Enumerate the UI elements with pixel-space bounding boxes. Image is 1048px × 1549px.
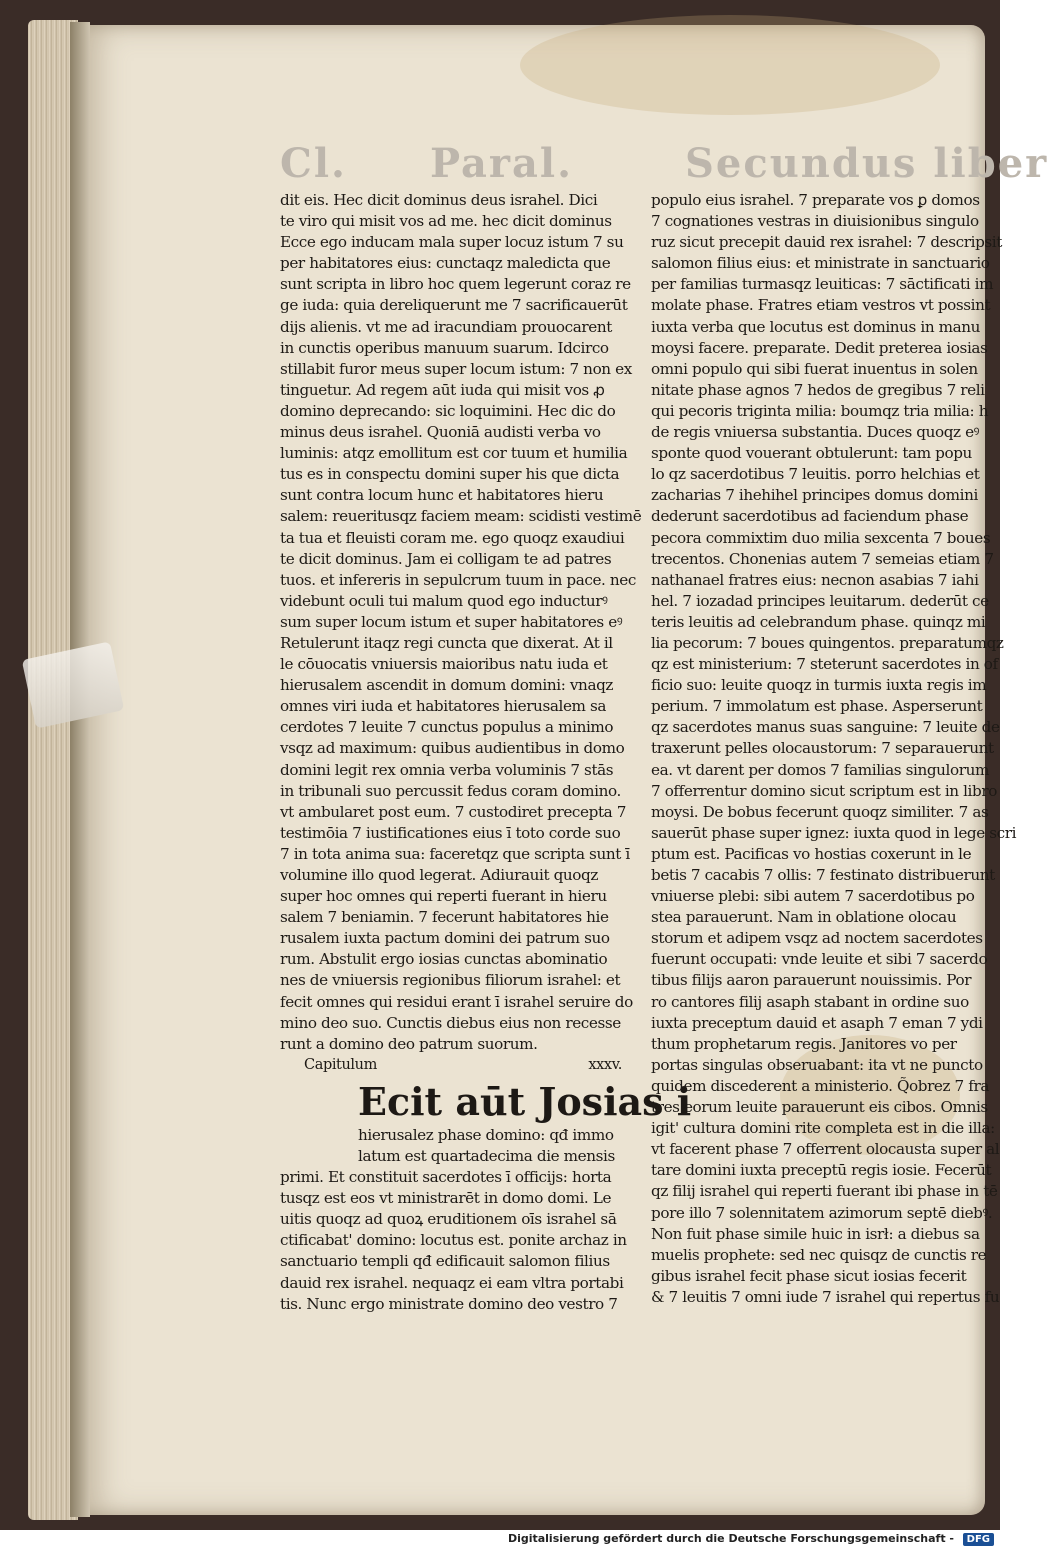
text-line: gibus israhel fecit phase sicut iosias fecerit	[651, 1266, 967, 1285]
text-line: moysi. De bobus fecerunt quoqz similiter. 7 as	[651, 802, 989, 821]
text-line: tuos. et infereris in sepulcrum tuum in pace. nec	[280, 570, 636, 589]
text-line: runt a domino deo patrum suorum.	[280, 1034, 538, 1053]
text-line: igit' cultura domini rite completa est in die illa:	[651, 1119, 995, 1138]
text-line: vniuerse plebi: sibi autem 7 sacerdotibus po	[651, 887, 975, 906]
text-line: ro cantores filij asaph stabant in ordine suo	[651, 992, 969, 1011]
text-line: hel. 7 iozadad principes leuitarum. dederūt ce	[651, 591, 989, 610]
folio-number: Cl.	[280, 140, 347, 187]
text-line: ea. vt darent per domos 7 familias singulorum	[651, 760, 989, 779]
text-line: vt ambularet post eum. 7 custodiret precepta 7	[280, 802, 626, 821]
text-line: moysi facere. preparate. Dedit preterea iosias	[651, 338, 988, 357]
text-line: qz filij israhel qui reperti fuerant ibi phase in tē	[651, 1182, 998, 1201]
text-line: primi. Et constituit sacerdotes ī officijs: horta	[280, 1168, 612, 1187]
text-line: lia pecorum: 7 boues quingentos. preparatumqz	[651, 633, 1004, 652]
text-line: latum est quartadecima die mensis	[358, 1146, 615, 1165]
text-line: hierusalem ascendit in domum domini: vnaqz	[280, 676, 614, 695]
text-line: trecentos. Chonenias autem 7 semeias etiam 7	[651, 549, 994, 568]
text-line: sponte quod vouerant obtulerunt: tam popu	[651, 444, 972, 463]
text-line: 7 in tota anima sua: faceretqz que scripta sunt ī	[280, 844, 630, 863]
text-line: tinguetur. Ad regem aūt iuda qui misit vos ꝓ	[280, 380, 605, 399]
text-line: hierusalez phase domino: qđ immo	[358, 1125, 614, 1144]
text-line: lo qz sacerdotibus 7 leuitis. porro helchias et	[651, 465, 980, 484]
text-line: dit eis. Hec dicit dominus deus israhel. Dici	[280, 191, 598, 209]
text-line: iuxta verba que locutus est dominus in manu	[651, 317, 981, 336]
text-line: traxerunt pelles olocaustorum: 7 separauerunt	[651, 739, 994, 758]
text-line: in cunctis operibus manuum suarum. Idcirco	[280, 338, 609, 357]
footer-credit: Digitalisierung gefördert durch die Deutsche Forschungsgemeinschaft -	[507, 1532, 954, 1545]
text-line: omnes viri iuda et habitatores hierusalem sa	[280, 697, 607, 716]
text-line: betis 7 cacabis 7 ollis: 7 festinato distribuerunt	[651, 866, 995, 884]
text-line: fuerunt occupati: vnde leuite et sibi 7 sacerdo	[651, 950, 988, 969]
text-line: in tribunali suo percussit fedus coram domino.	[280, 781, 621, 800]
text-line: Ecce ego inducam mala super locuz istum 7 su	[280, 233, 624, 252]
text-line: teris leuitis ad celebrandum phase. quinqz mi	[651, 612, 986, 631]
text-line: ruz sicut precepit dauid rex israhel: 7 descripsit	[651, 233, 1002, 252]
text-line: perium. 7 immolatum est phase. Asperserunt	[651, 697, 983, 716]
text-line: tare domini iuxta preceptū regis iosie. Fecerūt	[651, 1161, 992, 1180]
text-line: dauid rex israhel. nequaqz ei eam vltra portabi	[280, 1273, 624, 1292]
text-line: tres eorum leuite parauerunt eis cibos. Omnis	[651, 1098, 988, 1117]
text-line: fecit omnes qui residui erant ī israhel seruire do	[280, 992, 633, 1011]
text-line: & 7 leuitis 7 omni iude 7 israhel qui repertus fu	[651, 1287, 1000, 1306]
text-line: omni populo qui sibi fuerat inuentus in solen	[651, 359, 978, 378]
text-line: uitis quoqz ad quoꝝ eruditionem oīs israhel sā	[280, 1210, 617, 1229]
running-title-book: Paral.	[430, 140, 574, 187]
text-line: sauerūt phase super ignez: iuxta quod in lege scri	[651, 823, 1017, 842]
running-head	[280, 140, 1048, 190]
text-line: tusqz est eos vt ministrarēt in domo domi. Le	[280, 1189, 612, 1208]
text-line: cerdotes 7 leuite 7 cunctus populus a minimo	[280, 718, 614, 737]
text-line: sanctuario templi qđ edificauit salomon filius	[280, 1252, 610, 1271]
text-line: sunt contra locum hunc et habitatores hieru	[280, 486, 604, 505]
text-line: vt facerent phase 7 offerrent olocausta super al	[651, 1140, 1000, 1159]
text-line: te viro qui misit vos ad me. hec dicit dominus	[280, 212, 612, 231]
text-line: tus es in conspectu domini super his que dicta	[280, 465, 620, 484]
text-line: ge iuda: quia dereliquerunt me 7 sacrificauerūt	[280, 296, 628, 315]
text-line: storum et adipem vsqz ad noctem sacerdotes	[651, 929, 983, 948]
text-line: iuxta preceptum dauid et asaph 7 eman 7 ydi	[651, 1013, 983, 1032]
text-line: portas singulas obseruabant: ita vt ne puncto	[651, 1055, 983, 1074]
text-line: stea parauerunt. Nam in oblatione olocau	[651, 908, 957, 927]
text-line: tis. Nunc ergo ministrate domino deo vestro 7	[280, 1294, 618, 1313]
text-line: thum prophetarum regis. Janitores vo per	[651, 1034, 957, 1053]
text-line: qui pecoris triginta milia: boumqz tria milia: h	[651, 401, 989, 420]
dfg-logo: DFG	[963, 1533, 994, 1546]
chapter-number: xxxv.	[588, 1056, 622, 1073]
text-line: luminis: atqz emollitum est cor tuum et humilia	[280, 444, 628, 463]
text-line: zacharias 7 ihehihel principes domus domini	[651, 486, 978, 505]
text-line: populo eius israhel. 7 preparate vos ꝑ domos	[651, 191, 980, 209]
text-line: nitate phase agnos 7 hedos de gregibus 7 reli	[651, 380, 985, 399]
text-line: videbunt oculi tui malum quod ego inducturꝰ	[280, 591, 608, 610]
text-line: dederunt sacerdotibus ad faciendum phase	[651, 507, 969, 526]
text-line: Retulerunt itaqz regi cuncta que dixerat. At il	[280, 633, 613, 652]
text-line: volumine illo quod legerat. Adiurauit quoqz	[280, 866, 598, 884]
text-line: salomon filius eius: et ministrate in sanctuario	[651, 254, 990, 273]
running-title-part: Secundus liber	[685, 140, 1048, 187]
text-line: minus deus israhel. Quoniā audisti verba vo	[280, 423, 601, 442]
text-line: de regis vniuersa substantia. Duces quoqz eꝰ	[651, 423, 980, 442]
text-line: per habitatores eius: cunctaqz maledicta que	[280, 254, 611, 273]
text-line: ficio suo: leuite quoqz in turmis iuxta regis im	[651, 676, 987, 695]
text-line: 7 cognationes vestras in diuisionibus singulo	[651, 212, 979, 231]
text-line: ta tua et fleuisti coram me. ego quoqz exaudiui	[280, 528, 625, 547]
text-line: 7 offerrentur domino sicut scriptum est in libro	[651, 781, 997, 800]
text-line: le cōuocatis vniuersis maioribus natu iuda et	[280, 655, 608, 674]
spine-shadow	[70, 22, 90, 1517]
text-line: quidem discederent a ministerio. Q̃obrez 7 fra	[651, 1076, 989, 1095]
text-line: rusalem iuxta pactum domini dei patrum suo	[280, 929, 610, 948]
text-line: tibus filijs aaron parauerunt nouissimis. Por	[651, 971, 972, 990]
chapter-label: Capitulum	[304, 1056, 377, 1073]
text-line: ptum est. Pacificas vo hostias coxerunt in le	[651, 844, 972, 863]
text-line: qz est ministerium: 7 steterunt sacerdotes in of	[651, 655, 998, 674]
text-line: salem 7 beniamin. 7 fecerunt habitatores hie	[280, 908, 609, 927]
text-line: rum. Abstulit ergo iosias cunctas abominatio	[280, 950, 608, 969]
text-line: muelis prophete: sed nec quisqz de cunctis re	[651, 1245, 987, 1264]
text-line: nathanael fratres eius: necnon asabias 7 iahi	[651, 570, 979, 589]
text-line: salem: reueritusqz faciem meam: scidisti vestimē	[280, 507, 642, 526]
text-line: nes de vniuersis regionibus filiorum israhel: et	[280, 971, 621, 990]
text-line: mino deo suo. Cunctis diebus eius non recesse	[280, 1013, 621, 1032]
text-line: molate phase. Fratres etiam vestros vt possint	[651, 296, 991, 315]
text-line: dijs alienis. vt me ad iracundiam prouocarent	[280, 317, 612, 336]
water-stain	[520, 15, 940, 115]
chapter-opening-line: Ecit aūt Josias i	[358, 1078, 692, 1124]
right-text-column	[651, 190, 1017, 1308]
text-line: Non fuit phase simile huic in isrł: a diebus sa	[651, 1224, 980, 1243]
left-text-column	[280, 190, 692, 1315]
text-line: domini legit rex omnia verba voluminis 7 stās	[280, 760, 614, 779]
text-line: testimōia 7 iustificationes eius ī toto corde suo	[280, 823, 621, 842]
text-line: sum super locum istum et super habitatores eꝰ	[280, 612, 623, 631]
text-line: pore illo 7 solennitatem azimorum septē diebꝰ.	[651, 1203, 993, 1222]
text-line: ctificabat' domino: locutus est. ponite archaz in	[280, 1231, 627, 1250]
text-line: sunt scripta in libro hoc quem legerunt coraz re	[280, 275, 631, 294]
text-line: domino deprecando: sic loquimini. Hec dic do	[280, 401, 616, 420]
text-line: pecora commixtim duo milia sexcenta 7 boues	[651, 528, 991, 547]
text-line: stillabit furor meus super locum istum: 7 non ex	[280, 359, 632, 378]
text-line: qz sacerdotes manus suas sanguine: 7 leuite de	[651, 718, 1000, 737]
text-line: vsqz ad maximum: quibus audientibus in domo	[280, 739, 625, 758]
text-line: per familias turmasqz leuiticas: 7 sāctificati im	[651, 275, 994, 294]
chapter-heading	[280, 1055, 622, 1079]
text-line: te dicit dominus. Jam ei colligam te ad patres	[280, 549, 612, 568]
text-line: super hoc omnes qui reperti fuerant in hieru	[280, 887, 607, 906]
